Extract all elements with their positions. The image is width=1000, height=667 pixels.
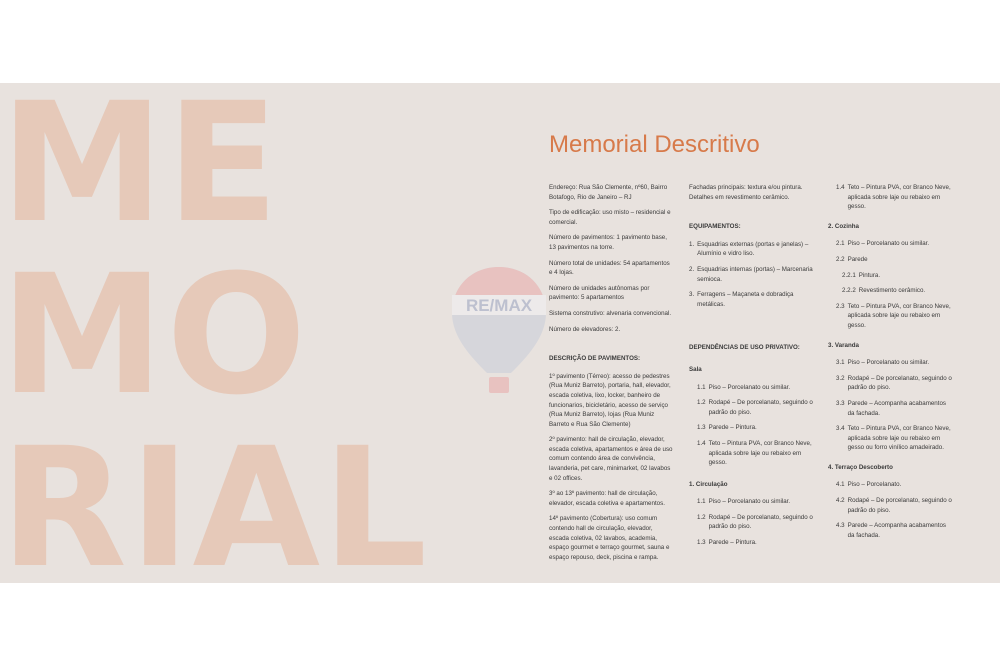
section-heading-pavimentos: DESCRIÇÃO DE PAVIMENTOS: [549, 355, 641, 363]
big-letters-line1: ME [0, 83, 281, 259]
item-number: 1.1 [697, 383, 706, 391]
fachadas-paragraph: Fachadas principais: textura e/ou pintura. Detalhes em revestimento cerâmico. [689, 184, 803, 201]
floor-paragraph: 1º pavimento (Térreo): acesso de pedestres (Rua Muniz Barreto), portaria, hall, elevador, escada coletiva, lixo, locker, banheiro de funcionarios, bicicletário, acesso de serviço (Rua Muniz Barreto), lojas (Rua Muniz Barreto e Rua São Clemente) [549, 372, 671, 428]
item-number: 1.1 [697, 498, 706, 506]
list-item [697, 513, 813, 532]
item-text: Parede – Pintura. [708, 539, 757, 547]
info-paragraph: Número de unidades autônomas por pavimento: 5 apartamentos [549, 284, 650, 302]
item-number: 3. [689, 291, 695, 299]
item-number: 1.2 [697, 399, 706, 407]
item-text: Teto – Pintura PVA, cor Branco Neve, aplicada sobre laje ou rebaixo em gesso. [708, 439, 812, 467]
info-paragraph: Tipo de edificação: uso misto – residencial e comercial. [549, 209, 671, 226]
item-number: 3.4 [836, 425, 845, 433]
item-number: 2. [689, 265, 695, 273]
item-text: Ferragens – Maçaneta e dobradiça metálicas. [697, 291, 794, 308]
subsection-heading-terraco: 4. Terraço Descoberto [828, 463, 893, 471]
item-number: 1.3 [697, 539, 706, 547]
list-item [836, 424, 952, 453]
list-item [836, 496, 952, 515]
item-number: 1.4 [697, 439, 706, 447]
item-text: Parede – Acompanha acabamentos da fachada. [847, 522, 946, 539]
item-text: Piso – Porcelanato ou similar. [847, 359, 930, 367]
floor-paragraph: 2º pavimento: hall de circulação, elevador, escada coletiva, apartamentos e área de uso comum contendo área de convivência, lavanderia, pet care, minimarket, 02 lavabos e 02 offices. [549, 436, 673, 482]
column-2 [689, 183, 813, 554]
page-title: Memorial Descritivo [549, 131, 760, 158]
section-heading-dependencias: DEPENDÊNCIAS DE USO PRIVATIVO: [689, 344, 800, 352]
list-item [836, 358, 952, 368]
list-item [836, 480, 952, 490]
item-number: 2.2.1 [842, 271, 856, 279]
list-item [836, 521, 952, 540]
list-item [689, 240, 813, 259]
item-text: Rodapé – De porcelanato, seguindo o padrão do piso. [847, 497, 952, 514]
item-number: 1.2 [697, 513, 706, 521]
list-item [842, 286, 952, 296]
balloon-logo-watermark [449, 265, 549, 400]
list-item [697, 538, 813, 548]
list-item [697, 383, 813, 393]
item-number: 3.2 [836, 374, 845, 382]
list-item [836, 255, 952, 265]
list-item [697, 439, 813, 468]
item-text: Piso – Porcelanato ou similar. [708, 498, 791, 506]
item-text: Pintura. [858, 271, 881, 279]
info-paragraph: Número de elevadores: 2. [549, 325, 621, 333]
item-number: 2.2 [836, 255, 845, 263]
info-paragraph: Número total de unidades: 54 apartamentos e 4 lojas. [549, 259, 670, 277]
item-text: Parede – Acompanha acabamentos da fachada. [847, 399, 946, 417]
column-3 [828, 183, 952, 546]
list-item [836, 374, 952, 393]
list-item [836, 399, 952, 418]
list-item [836, 239, 952, 249]
list-item [836, 183, 952, 212]
item-number: 1. [689, 240, 695, 248]
item-number: 4.3 [836, 522, 845, 530]
big-letters-line2: MO [0, 239, 309, 431]
subsection-heading-cozinha: 2. Cozinha [828, 222, 859, 230]
item-number: 3.3 [836, 399, 845, 407]
item-number: 2.2.2 [842, 287, 856, 295]
list-item [697, 423, 813, 433]
floor-paragraph: 14º pavimento (Cobertura): uso comum contendo hall de circulação, elevador, escada coletiva, 02 lavabos, academia, espaço gourmet e terraço gourmet, sauna e espaço repouso, deck, piscina e rampa. [549, 515, 670, 561]
item-text: Teto – Pintura PVA, cor Branco Neve, aplicada sobre laje ou rebaixo em gesso ou forro vinílico amadeirado. [847, 425, 951, 452]
item-number: 3.1 [836, 359, 845, 367]
item-number: 4.2 [836, 497, 845, 505]
item-text: Piso – Porcelanato ou similar. [847, 240, 930, 248]
info-paragraph: Sistema construtivo: alvenaria convencional. [549, 309, 672, 317]
info-paragraph: Número de pavimentos: 1 pavimento base, 13 pavimentos na torre. [549, 234, 667, 251]
item-number: 1.4 [836, 184, 845, 191]
item-number: 1.3 [697, 424, 706, 432]
item-text: Piso – Porcelanato. [847, 481, 902, 489]
item-text: Teto – Pintura PVA, cor Branco Neve, aplicada sobre laje ou rebaixo em gesso. [847, 302, 951, 329]
item-text: Parede [847, 255, 868, 263]
list-item [689, 290, 813, 309]
list-item [836, 302, 952, 331]
item-text: Parede – Pintura. [708, 424, 757, 432]
list-item [697, 497, 813, 507]
item-text: Rodapé – De porcelanato, seguindo o padrão do piso. [708, 513, 813, 531]
item-text: Esquadrias internas (portas) – Marcenaria semioca. [697, 265, 813, 283]
item-number: 2.3 [836, 302, 845, 310]
brochure-panel [0, 83, 1000, 583]
section-heading-equipamentos: EQUIPAMENTOS: [689, 223, 741, 231]
item-number: 2.1 [836, 240, 845, 248]
item-text: Revestimento cerâmico. [858, 287, 926, 295]
subsection-heading-sala: Sala [689, 365, 702, 373]
item-text: Esquadrias externas (portas e janelas) – Alumínio e vidro liso. [697, 240, 809, 258]
item-text: Rodapé – De porcelanato, seguindo o padrão do piso. [708, 399, 813, 416]
list-item [689, 265, 813, 284]
subsection-heading-varanda: 3. Varanda [828, 341, 859, 349]
item-text: Rodapé – De porcelanato, seguindo o padrão do piso. [847, 374, 952, 392]
list-item [842, 271, 952, 281]
floor-paragraph: 3º ao 13º pavimento: hall de circulação, elevador, escada coletiva e apartamentos. [549, 490, 665, 507]
list-item [697, 398, 813, 417]
subsection-heading-circulacao: 1. Circulação [689, 480, 728, 488]
item-text: Piso – Porcelanato ou similar. [708, 383, 791, 391]
info-paragraph: Endereço: Rua São Clemente, nº60, Bairro Botafogo, Rio de Janeiro – RJ [549, 184, 668, 201]
column-1 [549, 183, 673, 568]
item-text: Teto – Pintura PVA, cor Branco Neve, aplicada sobre laje ou rebaixo em gesso. [847, 184, 951, 211]
watermark-text: RE/MAX [465, 296, 533, 315]
big-letters-line3: RIAL [0, 412, 430, 583]
item-number: 4.1 [836, 481, 845, 489]
